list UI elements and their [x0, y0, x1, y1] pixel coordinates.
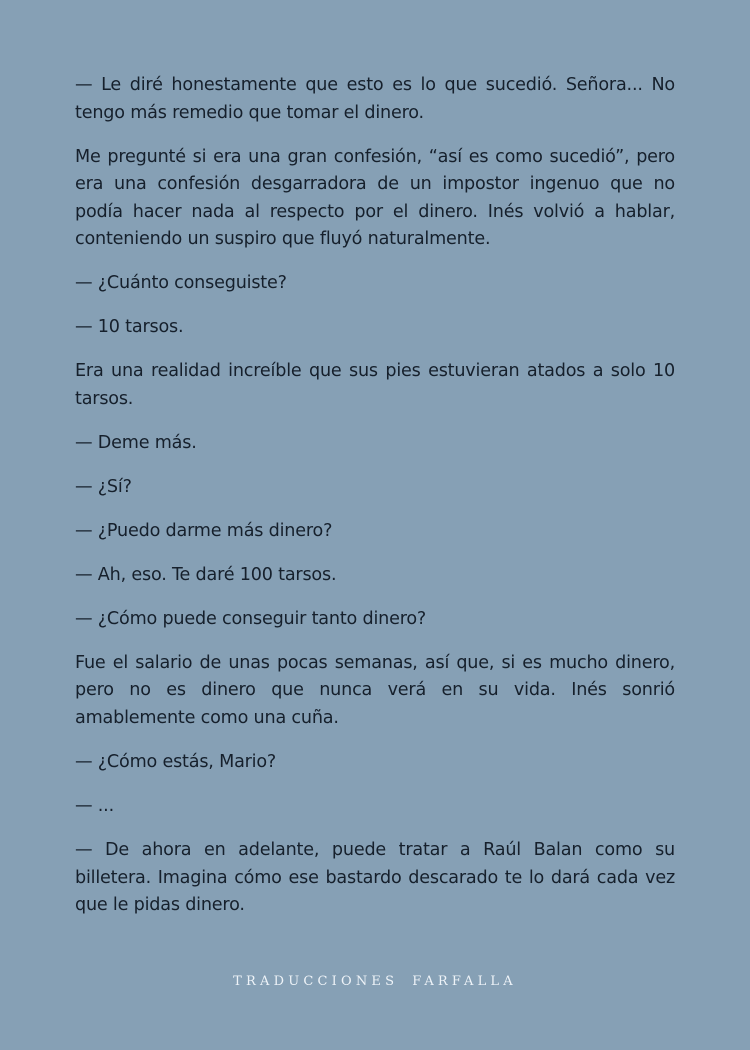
- footer-word-1: TRADUCCIONES: [233, 974, 399, 989]
- dialogue-line-6: — Deme más.: [75, 432, 197, 453]
- paragraph-5: Era una realidad increíble que sus pies estuvieran atados a solo 10 tarsos.: [75, 361, 675, 409]
- dialogue-line-13: — ...: [75, 795, 114, 816]
- paragraph-1: — Le diré honestamente que esto es lo que sucedió. Señora... No tengo más remedio que tomar el dinero.: [75, 75, 675, 123]
- dialogue-line-4: — 10 tarsos.: [75, 317, 184, 338]
- dialogue-line-12: — ¿Cómo estás, Mario?: [75, 751, 277, 772]
- dialogue-line-8: — ¿Puedo darme más dinero?: [75, 520, 333, 541]
- dialogue-line-7: — ¿Sí?: [75, 476, 132, 497]
- paragraph-11: Fue el salario de unas pocas semanas, así que, si es mucho dinero, pero no es dinero que nunca verá en su vida. Inés sonrió amablemente como una cuña.: [75, 652, 675, 728]
- dialogue-line-9: — Ah, eso. Te daré 100 tarsos.: [75, 564, 337, 585]
- dialogue-line-10: — ¿Cómo puede conseguir tanto dinero?: [75, 608, 427, 629]
- page-body: [75, 72, 675, 936]
- paragraph-14: — De ahora en adelante, puede tratar a Raúl Balan como su billetera. Imagina cómo ese bastardo descarado te lo dará cada vez que le pidas dinero.: [75, 839, 675, 916]
- footer-credit: [0, 974, 750, 989]
- dialogue-line-3: — ¿Cuánto conseguiste?: [75, 273, 287, 294]
- paragraph-2: Me pregunté si era una gran confesión, “así es como sucedió”, pero era una confesión desgarradora de un impostor ingenuo que no podía hacer nada al respecto por el dinero. Inés volvió a hablar, conteniendo un suspiro que fluyó naturalmente.: [75, 146, 675, 250]
- footer-word-2: FARFALLA: [412, 974, 517, 989]
